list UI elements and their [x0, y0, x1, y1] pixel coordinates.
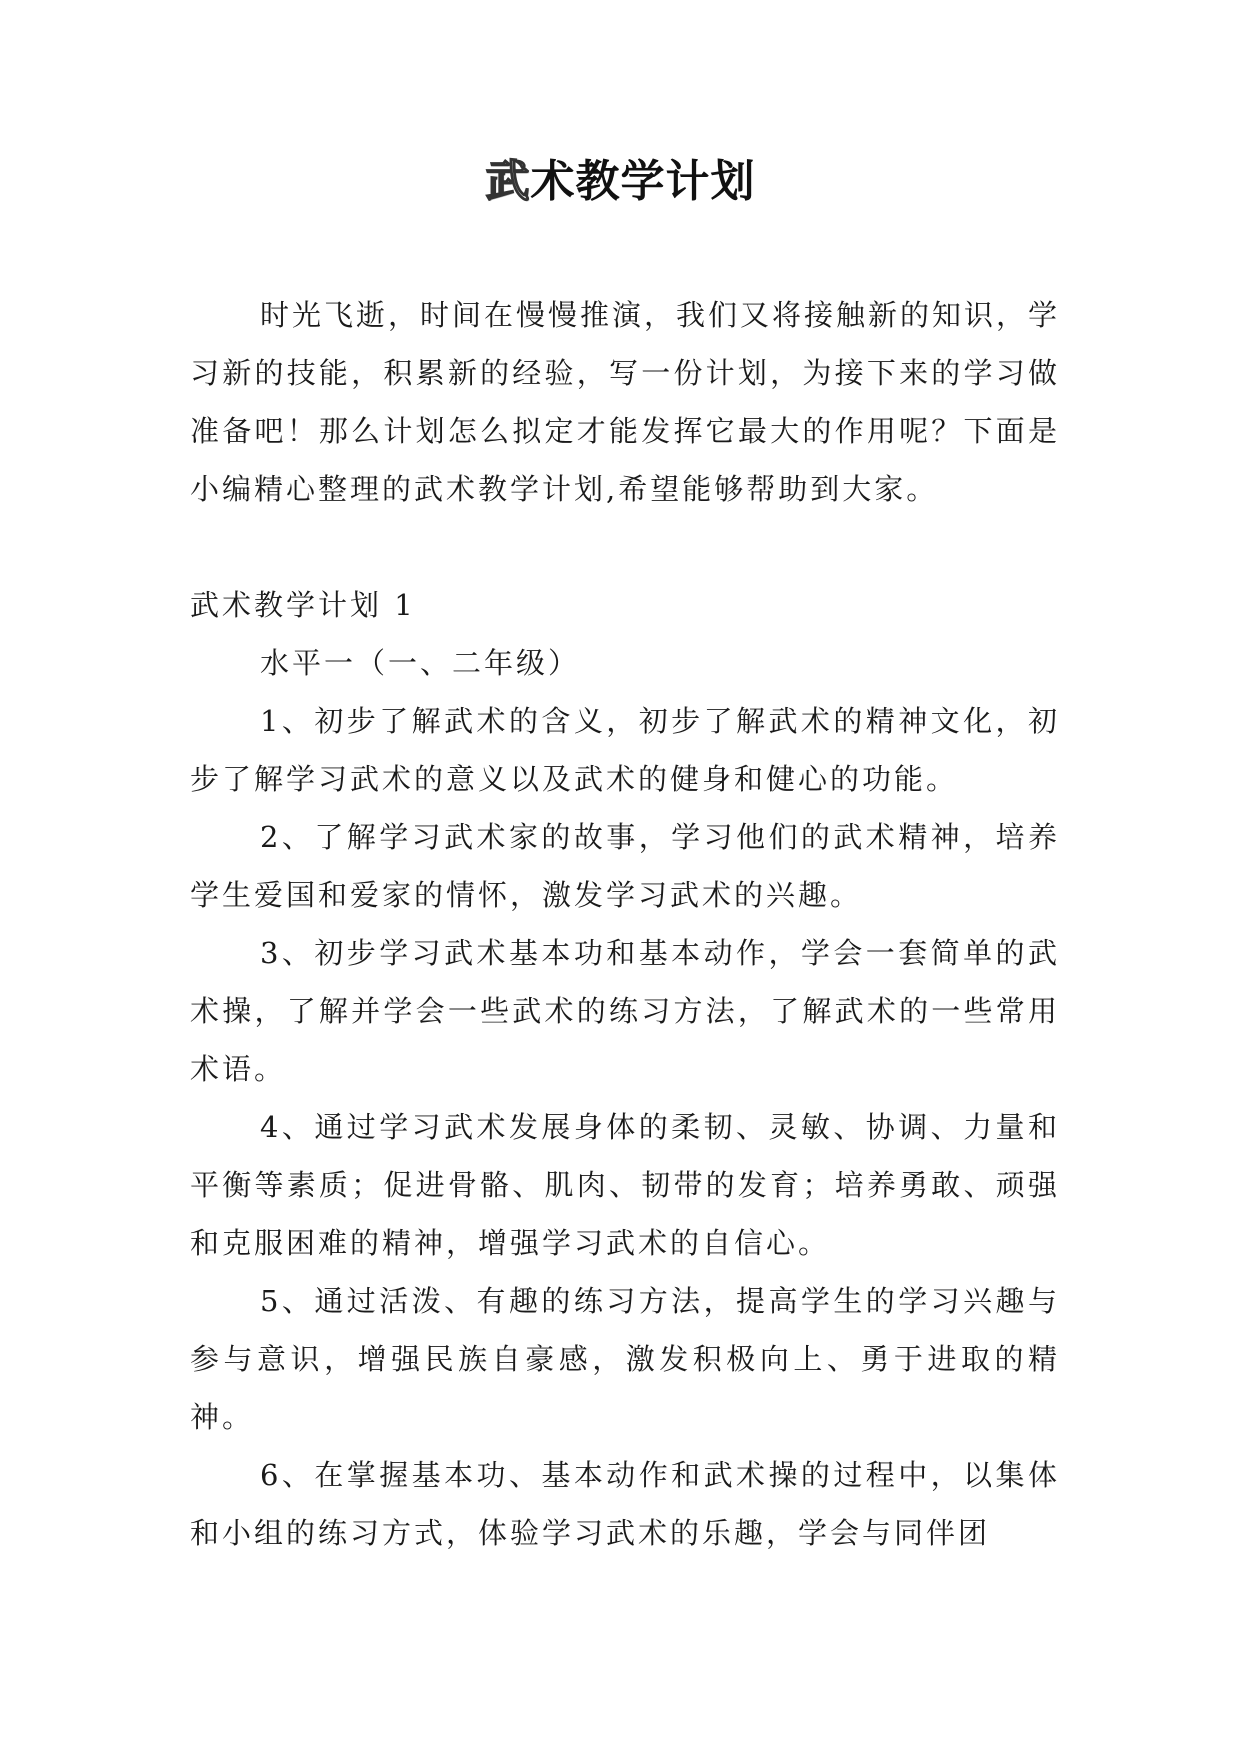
- section-title: 武术教学计划 1: [190, 588, 416, 622]
- title-text: 术教学计划: [530, 156, 756, 207]
- plan-content: [190, 576, 1060, 1562]
- document-title: [0, 150, 1241, 214]
- list-item: 2、了解学习武术家的故事，学习他们的武术精神，培养学生爱国和爱家的情怀，激发学习武术的兴趣。: [190, 820, 1060, 912]
- list-item: 5、通过活泼、有趣的练习方法，提高学生的学习兴趣与参与意识，增强民族自豪感，激发积极向上、勇于进取的精神。: [190, 1284, 1060, 1434]
- list-item: 1、初步了解武术的含义，初步了解武术的精神文化，初步了解学习武术的意义以及武术的健身和健心的功能。: [190, 704, 1060, 796]
- list-item: 3、初步学习武术基本功和基本动作，学会一套简单的武术操，了解并学会一些武术的练习方法，了解武术的一些常用术语。: [190, 936, 1060, 1086]
- list-item: 4、通过学习武术发展身体的柔韧、灵敏、协调、力量和平衡等素质；促进骨骼、肌肉、韧带的发育；培养勇敢、顽强和克服困难的精神，增强学习武术的自信心。: [190, 1110, 1060, 1260]
- title-decorated-char: 武: [485, 156, 531, 207]
- level-heading: 水平一（一、二年级）: [260, 646, 581, 680]
- list-item: 6、在掌握基本功、基本动作和武术操的过程中，以集体和小组的练习方式，体验学习武术的乐趣，学会与同伴团: [190, 1458, 1060, 1550]
- intro-paragraph: 时光飞逝，时间在慢慢推演，我们又将接触新的知识，学习新的技能，积累新的经验，写一份计划，为接下来的学习做准备吧！那么计划怎么拟定才能发挥它最大的作用呢？下面是小编精心整理的武术教学计划,希望能够帮助到大家。: [190, 298, 1061, 506]
